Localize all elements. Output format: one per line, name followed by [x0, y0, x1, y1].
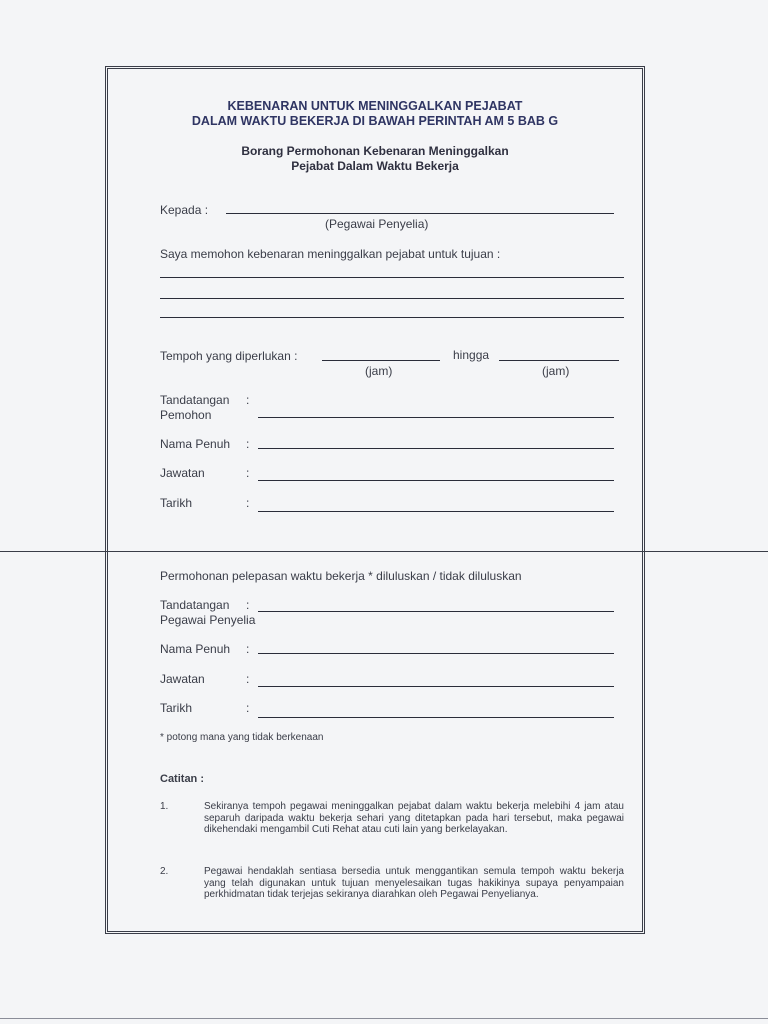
applicant-date-field[interactable] [258, 511, 614, 512]
applicant-signature-label-2: Pemohon [160, 408, 212, 422]
duration-from-field[interactable] [322, 360, 440, 361]
purpose-line-2[interactable] [160, 298, 624, 299]
hingga-label: hingga [453, 348, 490, 362]
notes-heading: Catitan : [160, 773, 204, 785]
applicant-date-label: Tarikh [160, 496, 193, 510]
applicant-name-field[interactable] [258, 448, 614, 449]
kepada-field[interactable] [226, 213, 614, 214]
supervisor-date-field[interactable] [258, 717, 614, 718]
colon: : [246, 672, 250, 686]
colon: : [246, 701, 250, 715]
form-subtitle-line-1: Borang Permohonan Kebenaran Meninggalkan [241, 144, 509, 158]
note-number: 1. [160, 801, 169, 812]
form-title-line-1: KEBENARAN UNTUK MENINGGALKAN PEJABAT [227, 99, 523, 113]
supervisor-position-label: Jawatan [160, 672, 205, 686]
applicant-signature-label-1: Tandatangan [160, 393, 230, 407]
section-divider [0, 551, 768, 552]
page-edge [0, 1018, 768, 1019]
applicant-signature-field[interactable] [258, 417, 614, 418]
colon: : [246, 642, 250, 656]
applicant-position-field[interactable] [258, 480, 614, 481]
colon: : [246, 437, 250, 451]
supervisor-name-label: Nama Penuh [160, 642, 231, 656]
jam-caption-from: (jam) [365, 364, 393, 378]
duration-label: Tempoh yang diperlukan : [160, 349, 298, 363]
applicant-name-label: Nama Penuh [160, 437, 231, 451]
note-text: Pegawai hendaklah sentiasa bersedia untuk menggantikan semula tempoh waktu bekerja yang telah digunakan untuk tujuan menyelesaikan tugas hakikinya supaya penyampaian perkhidmatan tidak terjejas sekiranya diarahkan oleh Pegawai Penyelianya. [204, 866, 624, 900]
supervisor-signature-field[interactable] [258, 611, 614, 612]
supervisor-position-field[interactable] [258, 686, 614, 687]
footnote: * potong mana yang tidak berkenaan [160, 732, 324, 743]
purpose-label: Saya memohon kebenaran meninggalkan pejabat untuk tujuan : [160, 247, 501, 261]
approval-text: Permohonan pelepasan waktu bekerja * diluluskan / tidak diluluskan [160, 569, 522, 583]
note-number: 2. [160, 866, 169, 877]
supervisor-signature-label-2: Pegawai Penyelia [160, 613, 256, 627]
colon: : [246, 598, 250, 612]
applicant-position-label: Jawatan [160, 466, 205, 480]
kepada-caption: (Pegawai Penyelia) [325, 217, 429, 231]
supervisor-date-label: Tarikh [160, 701, 193, 715]
purpose-line-1[interactable] [160, 277, 624, 278]
form-subtitle-line-2: Pejabat Dalam Waktu Bekerja [291, 159, 459, 173]
supervisor-signature-label-1: Tandatangan [160, 598, 230, 612]
kepada-label: Kepada : [160, 203, 209, 217]
jam-caption-to: (jam) [542, 364, 570, 378]
form-title-line-2: DALAM WAKTU BEKERJA DI BAWAH PERINTAH AM 5 BAB G [191, 114, 559, 128]
purpose-line-3[interactable] [160, 317, 624, 318]
colon: : [246, 466, 250, 480]
note-text: Sekiranya tempoh pegawai meninggalkan pejabat dalam waktu bekerja melebihi 4 jam atau separuh daripada waktu bekerja sehari yang ditetapkan pada hari tersebut, maka pegawai dikehendaki mengambil Cuti Rehat atau cuti lain yang berkelayakan. [204, 801, 624, 835]
duration-to-field[interactable] [499, 360, 619, 361]
supervisor-name-field[interactable] [258, 653, 614, 654]
colon: : [246, 496, 250, 510]
colon: : [246, 393, 250, 407]
